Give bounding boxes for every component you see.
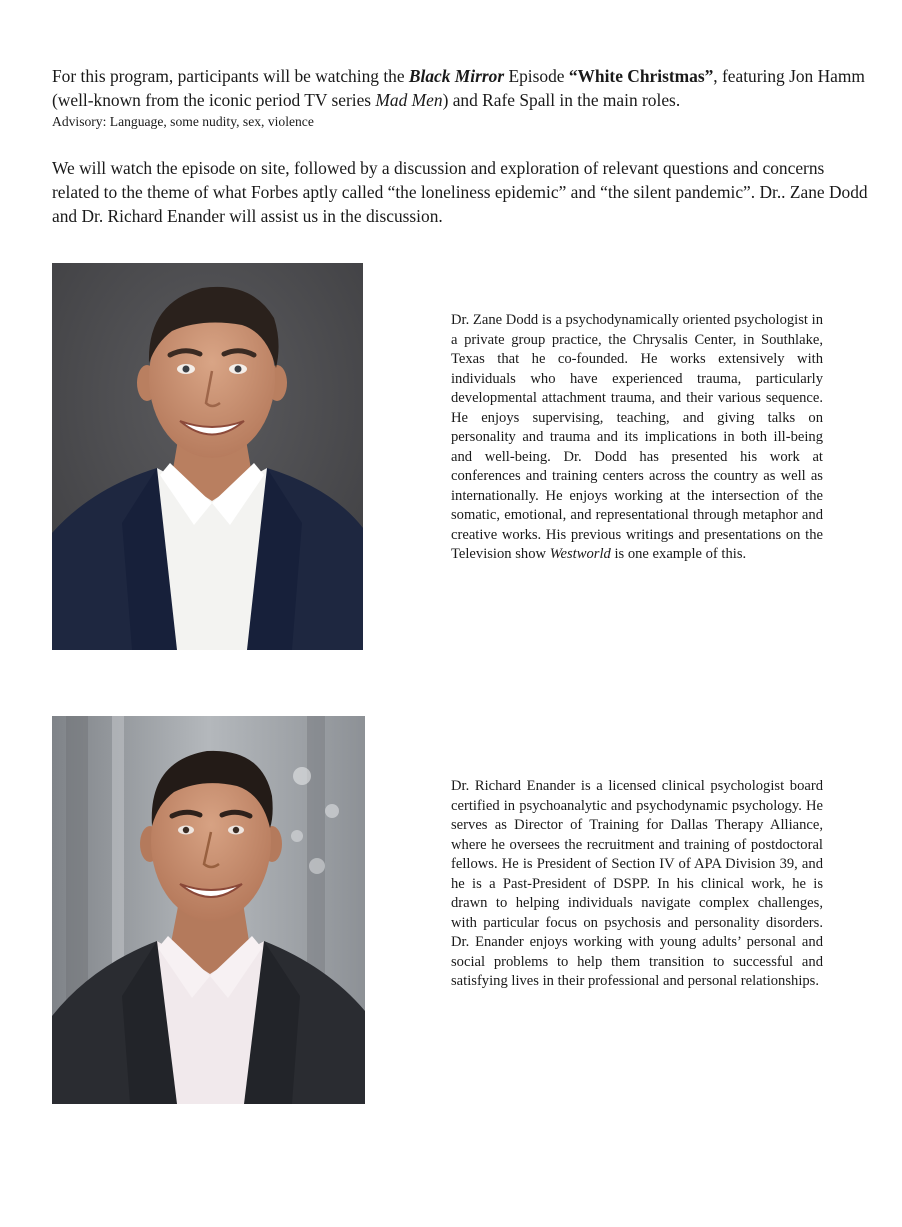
episode-title: “White Christmas” <box>568 66 714 86</box>
zane-dodd-photo <box>52 263 363 650</box>
advisory-note: Advisory: Language, some nudity, sex, violence <box>52 114 314 129</box>
bio-text: is one example of this. <box>610 546 747 562</box>
intro-section <box>52 64 872 228</box>
intro-paragraph-2: We will watch the episode on site, followed by a discussion and exploration of relevant questions and concerns related to the theme of what Forbes aptly called “the loneliness epidemic” and “the silent pandemic”. Dr.. Zane Dodd and Dr. Richard Enander will assist us in the discussion. <box>52 158 868 226</box>
bio-text: Dr. Zane Dodd is a psychodynamically oriented psychologist in a private group practice, the Chrysalis Center, in Southlake, Texas that he co-founded. He works extensively with individuals who have experienced trauma, particularly developmental attachment trauma, and their various sequence. He enjoys supervising, teaching, and giving talks on personality and trauma and its implications in both ill-being and well-being. Dr. Dodd has presented his work at conferences and training centers across the country as well as internationally. He enjoys working at the intersection of the somatic, emotional, and representational through metaphor and creative works. His previous writings and presentations on the Television show <box>451 312 823 562</box>
richard-enander-bio: Dr. Richard Enander is a licensed clinical psychologist board certified in psychoanalytic and psychodynamic psychology. He serves as Director of Training for Dallas Therapy Alliance, where he oversees the recruitment and training of postdoctoral fellows. He is President of Section IV of APA Division 39, and he is a Past-President of DSPP. In his clinical work, he is drawn to helping individuals navigate complex challenges, with particular focus on psychosis and personality disorders. Dr. Enander enjoys working with young adults’ personal and social problems to help them transition to successful and satisfying lives in their professional and personal relationships. <box>451 778 823 989</box>
richard-enander-photo <box>52 716 365 1104</box>
intro-text: For this program, participants will be watching the <box>52 66 409 86</box>
show-title-westworld: Westworld <box>549 546 611 562</box>
intro-text: , featuring Jon Hamm (well-known from the iconic period TV series <box>52 66 865 110</box>
intro-text: Episode <box>504 66 569 86</box>
intro-text: ) and Rafe Spall in the main roles. <box>442 90 681 110</box>
intro-paragraph-1 <box>52 64 872 112</box>
zane-dodd-bio <box>451 311 823 565</box>
show-title: Black Mirror <box>408 66 505 86</box>
series-title: Mad Men <box>375 90 443 110</box>
